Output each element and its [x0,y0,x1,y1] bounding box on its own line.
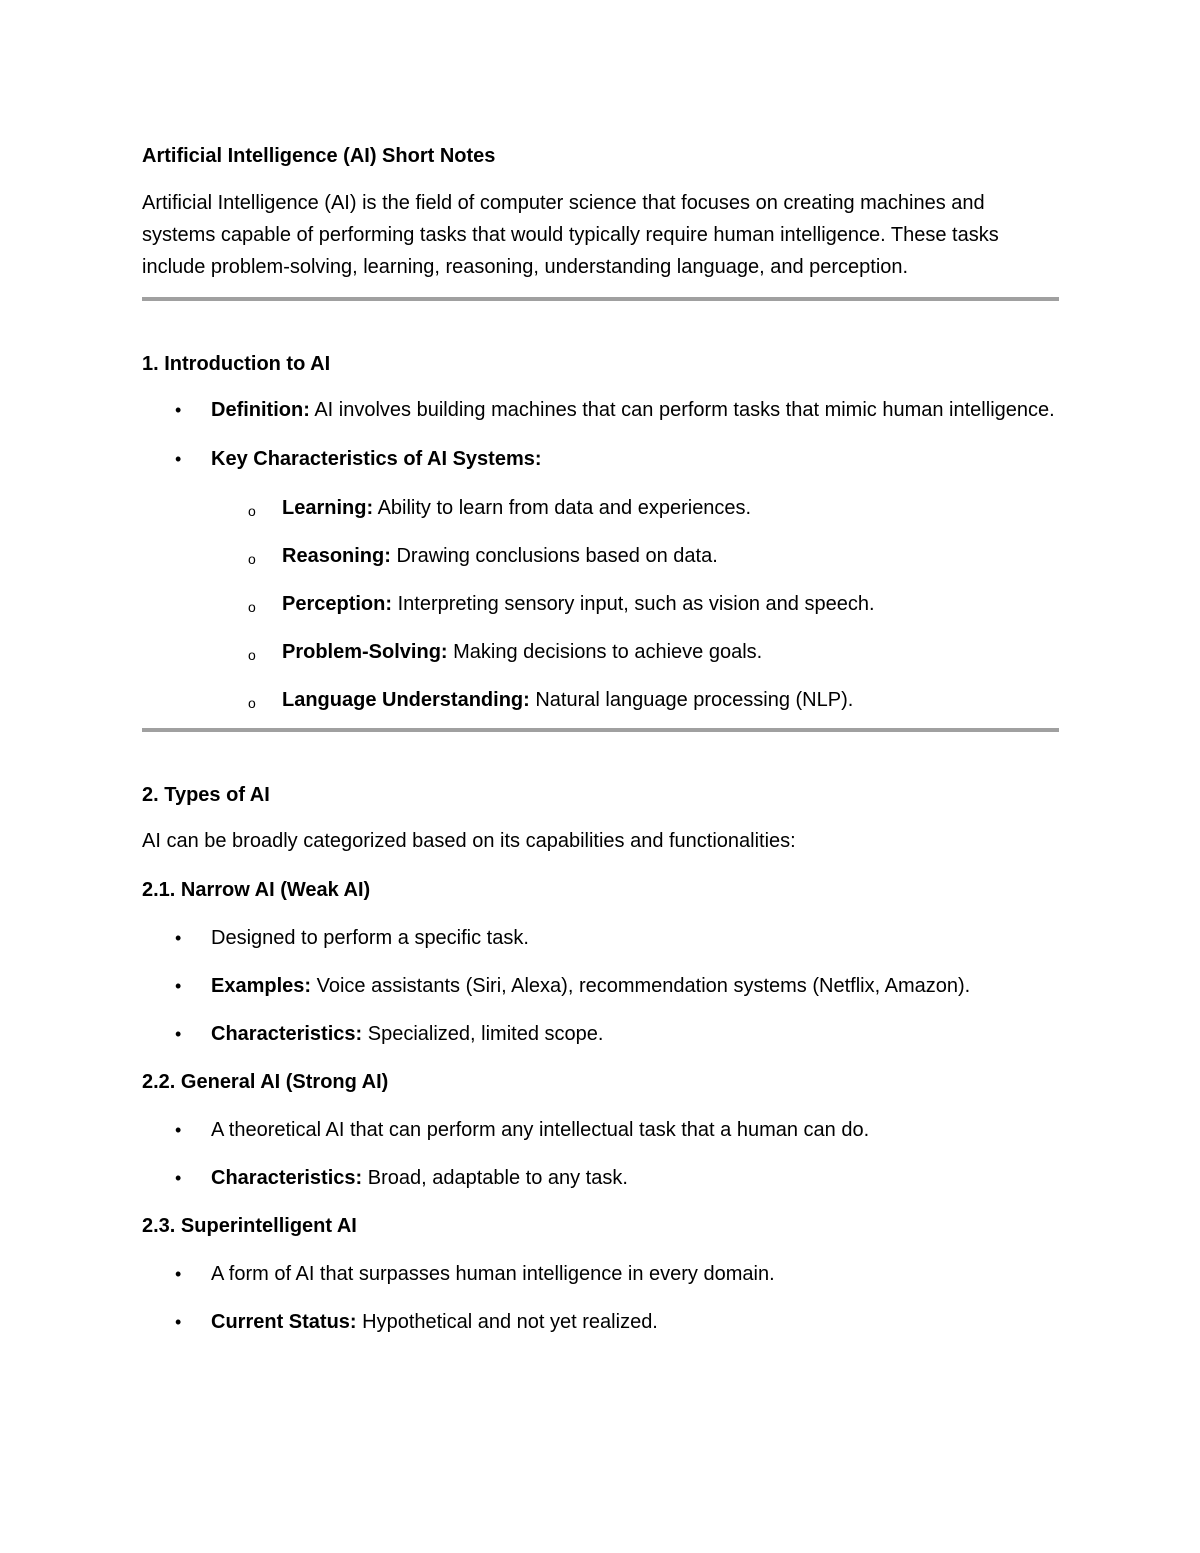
bullet-icon: • [175,1264,182,1284]
characteristics-sub-list [142,492,1059,716]
list-item [142,1306,1059,1338]
bullet-icon: • [175,1312,182,1332]
list-item-term: Examples: [211,975,312,997]
circle-bullet-icon: o [248,503,256,519]
list-item-term: Characteristics: [211,1023,363,1045]
document-title: Artificial Intelligence (AI) Short Notes [142,145,496,167]
list-item-term: Definition: [211,399,310,421]
subsection-heading-narrow-ai: 2.1. Narrow AI (Weak AI) [142,879,371,901]
list-item-text: Hypothetical and not yet realized. [356,1311,658,1333]
list-item [142,1162,1059,1194]
list-item [142,1018,1059,1050]
circle-bullet-icon: o [248,647,256,663]
sub-list-item [142,684,1059,716]
sub-item-term: Problem-Solving: [282,641,448,663]
list-item [142,394,1059,426]
horizontal-rule [142,728,1059,732]
list-item-term: Key Characteristics of AI Systems: [211,448,542,470]
sub-item-text: Drawing conclusions based on data. [390,545,718,567]
list-item-term: Current Status: [211,1311,357,1333]
list-item-text: Designed to perform a specific task. [211,927,529,949]
sub-item-term: Perception: [282,593,393,615]
sub-list-item [142,636,1059,668]
bullet-icon: • [175,928,182,948]
circle-bullet-icon: o [248,695,256,711]
list-item-term: Characteristics: [211,1167,363,1189]
circle-bullet-icon: o [248,599,256,615]
sub-list-item [142,540,1059,572]
bullet-icon: • [175,976,182,996]
list-item-text: A theoretical AI that can perform any intellectual task that a human can do. [211,1119,870,1141]
sub-item-term: Reasoning: [282,545,391,567]
sub-item-text: Natural language processing (NLP). [529,689,854,711]
sub-list-item [142,588,1059,620]
section-heading-introduction: 1. Introduction to AI [142,353,331,375]
list-item [142,970,1059,1002]
narrow-ai-list [142,922,1059,1050]
list-item [142,443,1059,475]
list-item [142,1258,1059,1290]
horizontal-rule [142,297,1059,301]
subsection-heading-general-ai: 2.2. General AI (Strong AI) [142,1071,389,1093]
types-intro-paragraph: AI can be broadly categorized based on its capabilities and functionalities: [142,830,796,852]
superintelligent-ai-list [142,1258,1059,1338]
sub-item-text: Interpreting sensory input, such as vision and speech. [392,593,875,615]
list-item-text: Voice assistants (Siri, Alexa), recommendation systems (Netflix, Amazon). [311,975,971,997]
intro-paragraph: Artificial Intelligence (AI) is the field of computer science that focuses on creating machines and systems capable of performing tasks that would typically require human intelligence. These tasks include problem-solving, learning, reasoning, understanding language, and perception. [142,192,999,278]
section1-bullet-list [142,394,1059,475]
general-ai-list [142,1114,1059,1194]
sub-item-term: Language Understanding: [282,689,530,711]
list-item-text: A form of AI that surpasses human intelligence in every domain. [211,1263,775,1285]
list-item [142,922,1059,954]
circle-bullet-icon: o [248,551,256,567]
bullet-icon: • [175,1168,182,1188]
list-item [142,1114,1059,1146]
list-item-text: Broad, adaptable to any task. [362,1167,628,1189]
subsection-heading-superintelligent-ai: 2.3. Superintelligent AI [142,1215,357,1237]
sub-item-term: Learning: [282,497,374,519]
section-heading-types: 2. Types of AI [142,784,270,806]
list-item-text: AI involves building machines that can perform tasks that mimic human intelligence. [309,399,1055,421]
bullet-icon: • [175,449,182,469]
sub-item-text: Making decisions to achieve goals. [447,641,763,663]
bullet-icon: • [175,400,182,420]
sub-item-text: Ability to learn from data and experiences. [373,497,752,519]
document-content [142,140,1059,1338]
sub-list-item [142,492,1059,524]
bullet-icon: • [175,1120,182,1140]
list-item-text: Specialized, limited scope. [362,1023,604,1045]
bullet-icon: • [175,1024,182,1044]
